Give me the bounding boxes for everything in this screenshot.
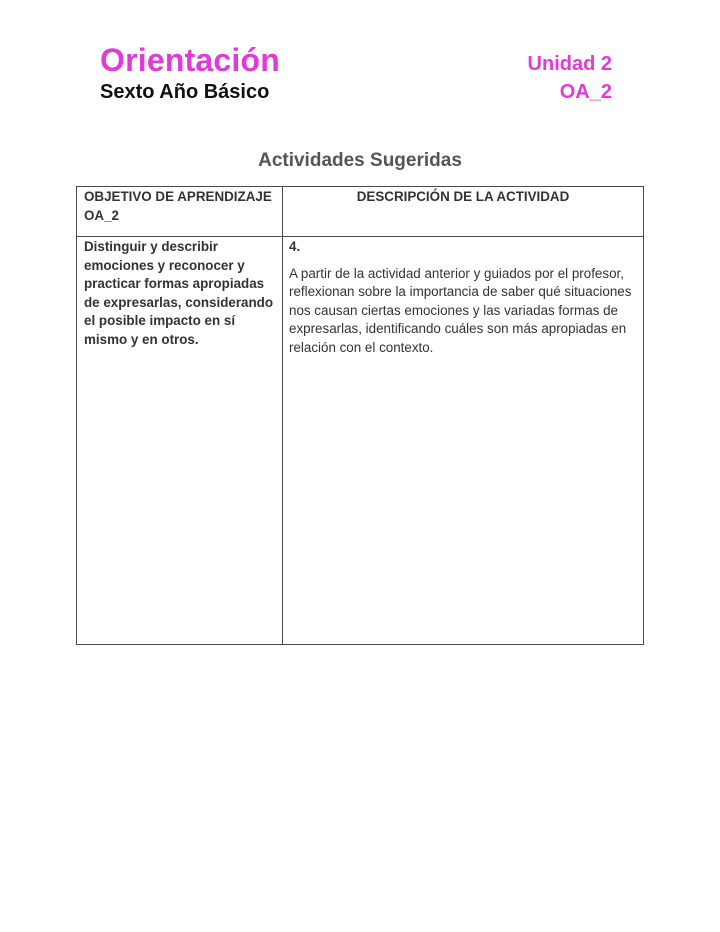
unit-label: Unidad 2 [527,53,612,75]
activity-number: 4. [289,239,301,254]
table-header-row [77,187,644,237]
description-header: DESCRIPCIÓN DE LA ACTIVIDAD [283,187,644,237]
description-cell [283,237,644,645]
activities-table [76,186,644,645]
table-row [77,237,644,645]
objective-cell: Distinguir y describir emociones y reconocer y practicar formas apropiadas de expresarlas, considerando el posible impacto en sí mismo y en otros. [77,237,283,645]
grade-subtitle: Sexto Año Básico [100,81,270,103]
subject-title: Orientación [100,42,281,78]
objective-header: OBJETIVO DE APRENDIZAJE OA_2 [77,187,283,237]
oa-label: OA_2 [559,81,612,103]
section-title: Actividades Sugeridas [258,150,462,171]
activity-text: A partir de la actividad anterior y guiados por el profesor, reflexionan sobre la importancia de saber qué situaciones nos causan ciertas emociones y las variadas formas de expresarlas, identificando cuáles son más apropiadas en relación con el contexto. [289,265,632,355]
